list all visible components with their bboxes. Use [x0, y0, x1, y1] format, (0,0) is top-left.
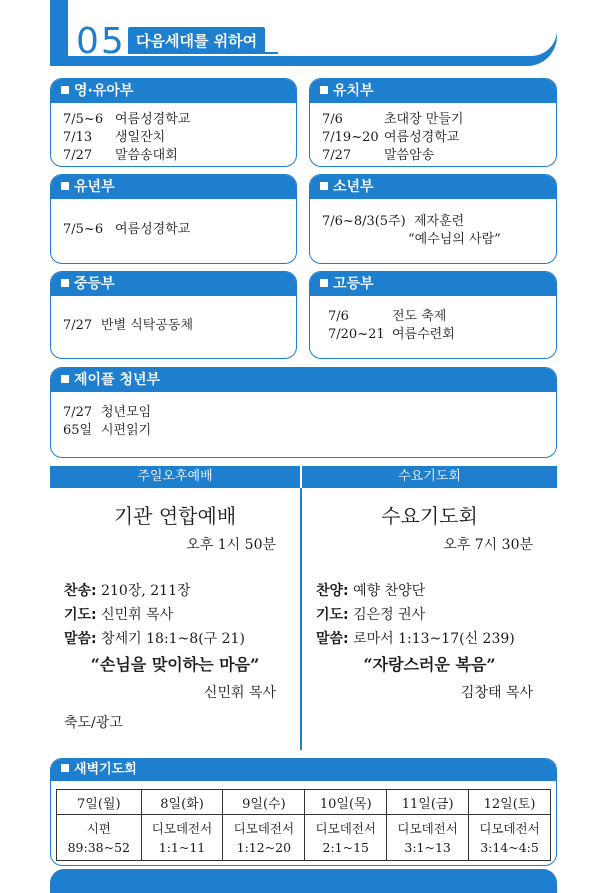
service-line-label: 말씀: — [64, 631, 97, 647]
square-bullet-icon — [320, 279, 328, 287]
dept-name: 소년부 — [333, 179, 374, 195]
service-column-sunday — [50, 488, 300, 750]
sermon-title: “자랑스러운 복음” — [363, 655, 496, 674]
service-line-label: 기도: — [316, 607, 349, 623]
event-text: 여름성경학교 — [115, 112, 191, 127]
dept-header — [310, 79, 556, 103]
dawn-prayer-box — [50, 758, 557, 866]
event-row — [63, 317, 284, 335]
service-extra: 축도/광고 — [64, 715, 123, 731]
dept-header — [51, 272, 296, 296]
dept-events — [310, 199, 556, 257]
service-title: 수요기도회 — [381, 504, 478, 528]
scripture-cell — [387, 815, 469, 861]
event-date: 7/13 — [63, 130, 93, 145]
dept-name: 영·유아부 — [74, 83, 134, 99]
scripture-book: 디모데전서 — [233, 820, 295, 836]
dept-events — [310, 296, 556, 352]
service-column-wednesday — [302, 488, 557, 750]
event-date: 7/27 — [63, 405, 93, 420]
event-row — [322, 129, 544, 147]
dept-box-young-adult — [50, 367, 557, 458]
dept-name: 유치부 — [333, 83, 374, 99]
service-header-wednesday: 수요기도회 — [302, 466, 557, 488]
scripture-verse: 1:12~20 — [236, 839, 292, 855]
dept-name: 중등부 — [74, 276, 115, 292]
service-time: 오후 1시 50분 — [186, 537, 276, 553]
square-bullet-icon — [320, 86, 328, 94]
scripture-cell — [305, 815, 387, 861]
scripture-verse: 3:1~13 — [404, 839, 451, 855]
event-row — [322, 231, 544, 249]
event-row — [63, 111, 284, 129]
day-cell: 10일(목) — [305, 790, 387, 815]
dept-box-infant — [50, 78, 297, 167]
service-line-label: 찬양: — [316, 583, 349, 599]
dept-header — [51, 175, 296, 199]
event-row — [322, 111, 544, 129]
event-text: 제자훈련 — [414, 214, 465, 229]
service-line-value: 김은정 권사 — [353, 607, 426, 623]
event-date: 7/27 — [322, 148, 352, 163]
square-bullet-icon — [61, 375, 69, 383]
service-header-sunday: 주일오후예배 — [50, 466, 300, 488]
dept-name: 유년부 — [74, 179, 115, 195]
dept-box-elementary-junior — [50, 174, 297, 264]
preacher: 신민휘 목사 — [203, 685, 276, 701]
scripture-verse: 89:38~52 — [67, 839, 130, 855]
service-time: 오후 7시 30분 — [443, 537, 533, 553]
event-text: 여름성경학교 — [115, 222, 191, 237]
preacher: 김창태 목사 — [460, 685, 533, 701]
section-title: 다음세대를 위하여 — [128, 27, 265, 54]
dawn-prayer-header — [51, 759, 556, 781]
event-date: 7/19~20 — [322, 130, 379, 145]
event-row — [63, 147, 284, 165]
event-row — [322, 213, 544, 231]
event-date — [322, 231, 408, 249]
event-row — [63, 422, 544, 440]
event-date: 7/20~21 — [328, 327, 385, 342]
event-text: 여름수련회 — [392, 327, 455, 342]
event-date: 7/27 — [63, 318, 93, 333]
service-line-label: 말씀: — [316, 631, 349, 647]
event-text: 말씀암송 — [384, 148, 435, 163]
scripture-book: 디모데전서 — [479, 820, 540, 836]
service-line-label: 찬송: — [64, 583, 97, 599]
event-date: 7/27 — [63, 148, 93, 163]
service-line-value: 로마서 1:13~17(신 239) — [353, 631, 515, 647]
dept-events — [51, 199, 296, 247]
event-date: 7/6~8/3(5주) — [322, 214, 406, 229]
event-text: 생일잔치 — [115, 130, 166, 145]
scripture-book: 디모데전서 — [315, 820, 376, 836]
sermon-title: “손님을 맞이하는 마음” — [90, 655, 260, 674]
day-cell: 11일(금) — [387, 790, 469, 815]
footer-bar — [50, 869, 557, 893]
scripture-book: 시편 — [86, 820, 111, 836]
service-line-value: 예향 찬양단 — [353, 583, 426, 599]
dept-header — [51, 79, 296, 103]
service-line-value: 210장, 211장 — [101, 583, 191, 599]
service-line-value: 신민휘 목사 — [101, 607, 174, 623]
service-line-value: 창세기 18:1~8(구 21) — [101, 631, 245, 647]
event-text: “예수님의 사람” — [408, 232, 501, 247]
dept-header — [51, 368, 556, 392]
service-scripture — [316, 628, 515, 648]
scripture-verse: 1:1~11 — [158, 839, 206, 855]
scripture-verse: 3:14~4:5 — [480, 839, 539, 855]
dept-events — [51, 103, 296, 167]
dept-header — [310, 272, 556, 296]
event-row — [63, 221, 284, 239]
event-text: 청년모임 — [101, 405, 152, 420]
dept-name: 제이플 청년부 — [74, 372, 161, 388]
service-line-label: 기도: — [64, 607, 97, 623]
dept-events — [310, 103, 556, 167]
square-bullet-icon — [61, 764, 69, 772]
section-number: 05 — [76, 21, 126, 62]
square-bullet-icon — [61, 86, 69, 94]
square-bullet-icon — [61, 182, 69, 190]
scripture-book: 디모데전서 — [151, 820, 213, 836]
event-date: 7/6 — [322, 112, 343, 127]
table-header-row — [57, 790, 551, 815]
day-cell: 8일(화) — [141, 790, 223, 815]
event-row — [328, 326, 544, 344]
event-date: 65일 — [63, 423, 93, 438]
dept-box-elementary-senior — [309, 174, 557, 264]
scripture-verse: 2:1~15 — [322, 839, 369, 855]
dept-box-high-school — [309, 271, 557, 359]
scripture-cell — [57, 815, 142, 861]
dept-header — [310, 175, 556, 199]
scripture-book: 디모데전서 — [397, 820, 458, 836]
square-bullet-icon — [320, 182, 328, 190]
event-row — [322, 147, 544, 165]
event-text: 여름성경학교 — [384, 130, 460, 145]
dept-box-middle-school — [50, 271, 297, 359]
service-hymn — [64, 580, 191, 600]
square-bullet-icon — [61, 279, 69, 287]
event-row — [328, 308, 544, 326]
scripture-cell — [223, 815, 305, 861]
event-text: 말씀송대회 — [115, 148, 178, 163]
event-date: 7/5~6 — [63, 222, 104, 237]
dept-events — [51, 296, 296, 343]
dept-box-kindergarten — [309, 78, 557, 167]
dawn-prayer-title: 새벽기도회 — [74, 762, 137, 777]
event-date: 7/6 — [328, 309, 349, 324]
event-text: 반별 식탁공동체 — [101, 318, 194, 333]
dept-events — [51, 392, 556, 448]
event-row — [63, 404, 544, 422]
event-text: 시편읽기 — [101, 423, 152, 438]
service-prayer — [64, 604, 173, 624]
event-text: 전도 축제 — [392, 309, 447, 324]
event-date: 7/5~6 — [63, 112, 104, 127]
service-praise — [316, 580, 425, 600]
dept-name: 고등부 — [333, 276, 374, 292]
service-prayer — [316, 604, 425, 624]
day-cell: 12일(토) — [469, 790, 551, 815]
services-section — [50, 466, 557, 750]
event-text: 초대장 만들기 — [384, 112, 464, 127]
service-scripture — [64, 628, 245, 648]
section-title-underline — [128, 52, 278, 54]
table-row — [57, 815, 551, 861]
service-title: 기관 연합예배 — [113, 504, 237, 528]
day-cell: 9일(수) — [223, 790, 305, 815]
day-cell: 7일(월) — [57, 790, 142, 815]
scripture-cell — [141, 815, 223, 861]
event-row — [63, 129, 284, 147]
scripture-cell — [469, 815, 551, 861]
dawn-prayer-table — [56, 789, 551, 861]
